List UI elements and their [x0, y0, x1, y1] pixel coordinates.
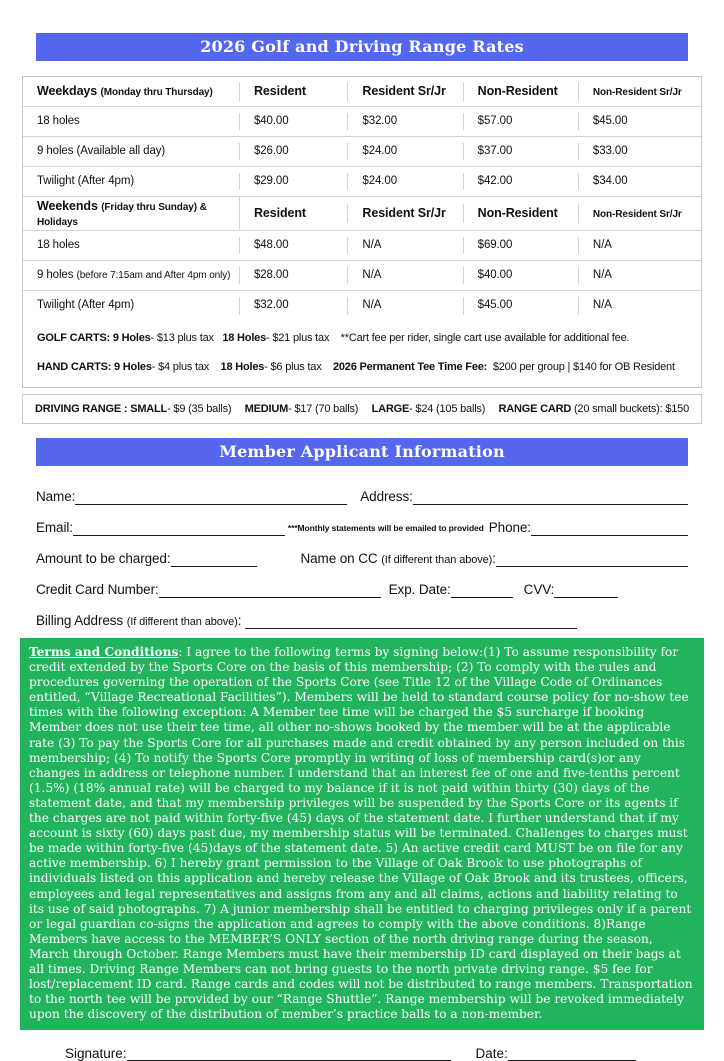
email-field-line[interactable] [73, 522, 285, 536]
billing-address-row [36, 598, 688, 629]
driving-range-item [499, 403, 689, 415]
rate-cell: $45.00 [592, 114, 628, 127]
rate-cell: $24.00 [348, 173, 463, 190]
exp-date-label: Exp. Date: [388, 582, 451, 597]
cc-number-field-line[interactable] [159, 584, 381, 598]
member-header-bar [36, 438, 688, 466]
terms-and-conditions [20, 638, 704, 1030]
rate-cell: $32.00 [348, 113, 463, 130]
member-applicant-form [36, 474, 688, 629]
rates-table [22, 76, 702, 388]
driving-range-item [245, 403, 359, 415]
name-on-cc-colon: : [492, 551, 496, 566]
email-label: Email: [36, 520, 73, 535]
rate-cell: N/A [592, 238, 612, 251]
text-segment: - $24 (105 balls) [409, 403, 486, 415]
driving-range-rates [22, 394, 702, 424]
rate-header-row [23, 197, 701, 231]
name-field-line[interactable] [75, 491, 347, 505]
billing-address-label: Billing Address [36, 613, 127, 628]
text-segment: (Friday thru Sunday) & Holidays [37, 202, 207, 228]
text-segment: DRIVING RANGE : SMALL [35, 403, 168, 415]
rate-cell: $34.00 [592, 174, 628, 187]
date-field-line[interactable] [508, 1047, 636, 1061]
rate-cell: N/A [348, 297, 463, 314]
text-segment: - $21 plus tax **Cart fee per rider, single cart use available for additional fee. [266, 332, 630, 344]
rate-header-row [23, 77, 701, 107]
text-segment: - $17 (70 balls) [288, 403, 359, 415]
name-label: Name: [36, 489, 76, 504]
text-segment: RANGE CARD [498, 403, 572, 415]
rate-cell: 18 holes [23, 237, 240, 254]
text-segment: - $6 plus tax [264, 361, 333, 373]
rate-cell: $26.00 [240, 143, 348, 160]
rate-cell: $42.00 [464, 173, 579, 190]
rate-cell [579, 204, 701, 223]
rate-cell: $48.00 [240, 237, 348, 254]
text-segment: - $4 plus tax [151, 361, 221, 373]
rate-cell: Resident [240, 204, 348, 222]
credit-card-row [36, 567, 688, 598]
address-field-line[interactable] [413, 491, 688, 505]
rate-cell: Non-Resident [464, 204, 579, 222]
member-title: Member Applicant Information [219, 442, 505, 461]
email-phone-row [36, 505, 688, 536]
rate-cell: Twilight (After 4pm) [23, 297, 240, 314]
billing-address-colon: : [237, 613, 246, 628]
text-segment: MEDIUM [244, 403, 289, 415]
signature-date-row [65, 1046, 688, 1061]
text-segment: LARGE [371, 403, 410, 415]
text-segment: GOLF CARTS: 9 Holes [37, 332, 151, 344]
rate-row [23, 107, 701, 137]
rate-cell [23, 82, 240, 101]
text-segment: (before 7:15am and After 4pm only) [76, 269, 231, 281]
phone-field-line[interactable] [531, 522, 688, 536]
name-on-cc-parenthetical: (If different than above) [381, 554, 493, 566]
text-segment: Non-Resident Sr/Jr [592, 87, 682, 99]
rate-cell: Non-Resident [464, 82, 579, 100]
name-on-cc-field-line[interactable] [496, 553, 688, 567]
rate-row [23, 167, 701, 197]
name-address-row [36, 474, 688, 505]
text-segment: Weekdays [37, 84, 101, 99]
amount-cc-name-row [36, 536, 688, 567]
email-statement-note: ***Monthly statements will be emailed to provided [287, 523, 484, 533]
rate-row [23, 231, 701, 261]
cc-number-label: Credit Card Number: [36, 582, 159, 597]
rate-cell: N/A [592, 268, 612, 281]
rate-cell: Resident Sr/Jr [348, 82, 463, 100]
rate-cell: $57.00 [464, 113, 579, 130]
rate-cell: $45.00 [464, 297, 579, 314]
rate-cell: Resident Sr/Jr [348, 204, 463, 222]
cart-note-line [37, 353, 687, 382]
text-segment: $200 per group | $140 for OB Resident [487, 361, 675, 373]
exp-date-field-line[interactable] [451, 584, 513, 598]
rate-cell: $69.00 [464, 237, 579, 254]
signature-field-line[interactable] [127, 1047, 451, 1061]
rates-header-bar [36, 33, 688, 61]
driving-range-item [35, 403, 231, 415]
rates-title: 2026 Golf and Driving Range Rates [200, 37, 524, 56]
signature-label: Signature: [65, 1046, 127, 1061]
rate-cell: Resident [240, 82, 348, 100]
text-segment: 9 holes [37, 268, 77, 281]
billing-address-field-line[interactable] [245, 615, 577, 629]
address-label: Address: [360, 489, 413, 504]
rate-row [23, 291, 701, 321]
rate-cell: N/A [348, 267, 463, 284]
text-segment: - $9 (35 balls) [167, 403, 232, 415]
date-label: Date: [475, 1046, 508, 1061]
name-on-cc-label: Name on CC [300, 551, 382, 566]
text-segment: 18 Holes [222, 332, 267, 344]
text-segment: (Monday thru Thursday) [100, 87, 213, 99]
rate-cell: 9 holes (Available all day) [23, 143, 240, 160]
rate-cell [23, 197, 240, 230]
rate-cell: $29.00 [240, 173, 348, 190]
cvv-label: CVV: [523, 582, 555, 597]
phone-label: Phone: [488, 520, 531, 535]
rate-cell: $40.00 [464, 267, 579, 284]
rate-cell: $28.00 [240, 267, 348, 284]
cart-note-line [37, 324, 687, 353]
amount-label: Amount to be charged: [36, 551, 171, 566]
rate-cell: N/A [592, 299, 612, 312]
text-segment: - $13 plus tax [150, 332, 223, 344]
rate-cell [23, 267, 240, 284]
terms-body: : I agree to the following terms by signing below:(1) To assume responsibility for credit extended by the Sports Core on the basis of this membership; (2) To comply with the rules and procedures governing the operation of the Sports Core (see Title 12 of the Village Code of Ordinances entitled, “Village Recreational Facilities”). Members will be held to standard course policy for no-show tee times with the following exception: A Member tee time will be charged the $5 surcharge if booking Member does not use their tee time, all other no-shows booked by the member will be at the applicable rate (3) To pay the Sports Core for all purchases made and credit obtained by any person included on this membership; (4) To notify the Sports Core promptly in writing of loss of membership card(s)or any changes in address or telephone number. I understand that an interest fee of one and five-tenths percent (1.5%) (18% annual rate) will be charged to my balance if it is not paid within thirty (30) days of the statement date, and that my membership privileges will be suspended by the Sports Core or its agents if the charges are not paid within forty-five (45) days of the statement date. I further understand that if my account is sixty (60) days past due, my membership status will be terminated. Challenges to charges must be made within forty-five (45)days of the statement date. 5) An active credit card MUST be on file for any active membership. 6) I hereby grant permission to the Village of Oak Brook to use photographs of individuals listed on this application and hereby release the Village of Oak Brook and its trustees, officers, employees and legal representatives and assigns from any and all claims, actions and liability relating to its use of said photographs. 7) A junior membership shall be entitled to charging privileges only if a parent or legal guardian co-signs the application and agrees to comply with the above conditions. 8)Range Members have access to the MEMBER’S ONLY section of the north driving range during the season, March through October. Range Members must have their membership ID card displayed on their bags at all times. Driving Range Members can not bring guests to the north private driving range. $5 fee for lost/replacement ID card. Range cards and codes will not be distributed to range members. Transportation to the north tee will be provided by our “Range Shuttle”. Range membership will be revoked immediately upon the discovery of the distribution of member’s practice balls to a non-member. [29, 645, 693, 1022]
rate-cell: $33.00 [592, 144, 628, 157]
cvv-field-line[interactable] [554, 584, 618, 598]
rate-cell: 18 holes [23, 113, 240, 130]
billing-address-parenthetical: (If different than above) [126, 616, 238, 628]
rate-row [23, 261, 701, 291]
text-segment: Non-Resident Sr/Jr [592, 209, 682, 221]
text-segment: 18 Holes [220, 361, 265, 373]
amount-field-line[interactable] [171, 553, 257, 567]
text-segment: HAND CARTS: 9 Holes [37, 361, 152, 373]
rates-table-rows [23, 77, 701, 321]
terms-heading: Terms and Conditions [29, 645, 179, 659]
rate-cell [579, 82, 701, 101]
rate-cell: N/A [348, 237, 463, 254]
rate-cell: Twilight (After 4pm) [23, 173, 240, 190]
rate-row [23, 137, 701, 167]
rate-cell: $32.00 [240, 297, 348, 314]
rate-cell: $37.00 [464, 143, 579, 160]
rate-cell: $40.00 [240, 113, 348, 130]
text-segment: 2026 Permanent Tee Time Fee: [332, 361, 488, 373]
text-segment: Weekends [37, 199, 102, 213]
cart-fee-notes [23, 321, 701, 387]
rate-cell: $24.00 [348, 143, 463, 160]
text-segment: (20 small buckets): $150 [571, 403, 689, 415]
driving-range-item [372, 403, 486, 415]
